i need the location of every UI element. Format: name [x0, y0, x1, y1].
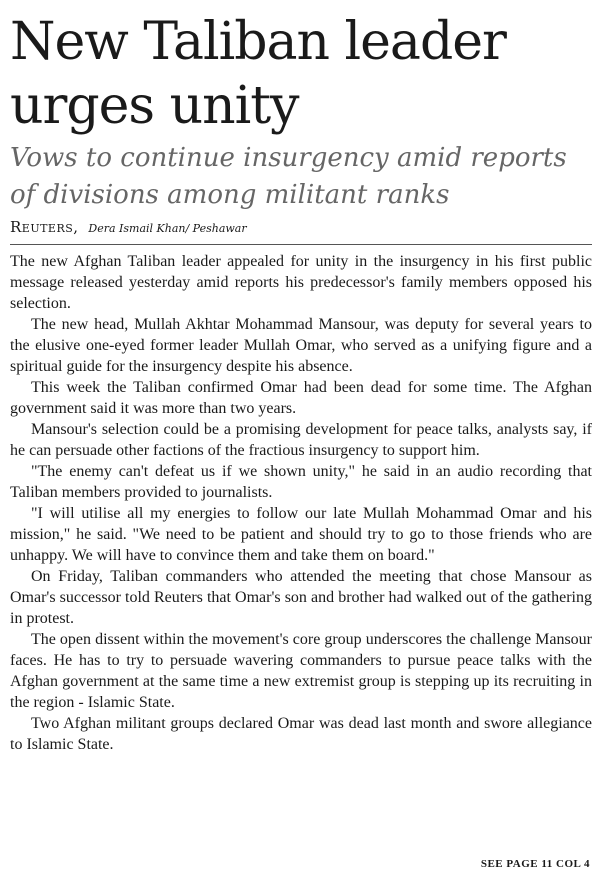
- article-body: [10, 251, 592, 755]
- article-paragraph: "I will utilise all my energies to follow our late Mullah Mohammad Omar and his mission," he said. "We need to be patient and should try to go to those friends who are unhappy. We will have to convince them and take them on board.": [10, 505, 592, 564]
- article-paragraph: The new Afghan Taliban leader appealed for unity in the insurgency in his first public message released yesterday amid reports his predecessor's family members opposed his selection.: [10, 253, 592, 312]
- article-paragraph: On Friday, Taliban commanders who attended the meeting that chose Mansour as Omar's successor told Reuters that Omar's son and brother had walked out of the gathering in protest.: [10, 568, 592, 627]
- subheadline: Vows to continue insurgency amid reports of divisions among militant ranks: [10, 143, 567, 210]
- article-paragraph: Two Afghan militant groups declared Omar was dead last month and swore allegiance to Islamic State.: [10, 715, 592, 753]
- article-paragraph: The new head, Mullah Akhtar Mohammad Mansour, was deputy for several years to the elusive one-eyed former leader Mullah Omar, who served as a unifying figure and a spiritual guide for the insurgency despite his absence.: [10, 316, 592, 375]
- article-paragraph: This week the Taliban confirmed Omar had been dead for some time. The Afghan government said it was more than two years.: [10, 379, 592, 417]
- byline: [10, 218, 592, 245]
- continuation-jump-line: SEE PAGE 11 COL 4: [480, 858, 590, 870]
- article-paragraph: The open dissent within the movement's core group underscores the challenge Mansour faces. He has to try to persuade wavering commanders to pursue peace talks with the Afghan government at the same time a new extremist group is stepping up its recruiting in the region - Islamic State.: [10, 631, 592, 711]
- article-paragraph: "The enemy can't defeat us if we shown unity," he said in an audio recording that Taliban members provided to journalists.: [10, 463, 592, 501]
- byline-agency: Reuters,: [10, 218, 79, 236]
- byline-dateline: Dera Ismail Khan/ Peshawar: [88, 222, 247, 235]
- article-paragraph: Mansour's selection could be a promising development for peace talks, analysts say, if he can persuade other factions of the fractious insurgency to support him.: [10, 421, 592, 459]
- headline: New Taliban leader urges unity: [10, 12, 506, 136]
